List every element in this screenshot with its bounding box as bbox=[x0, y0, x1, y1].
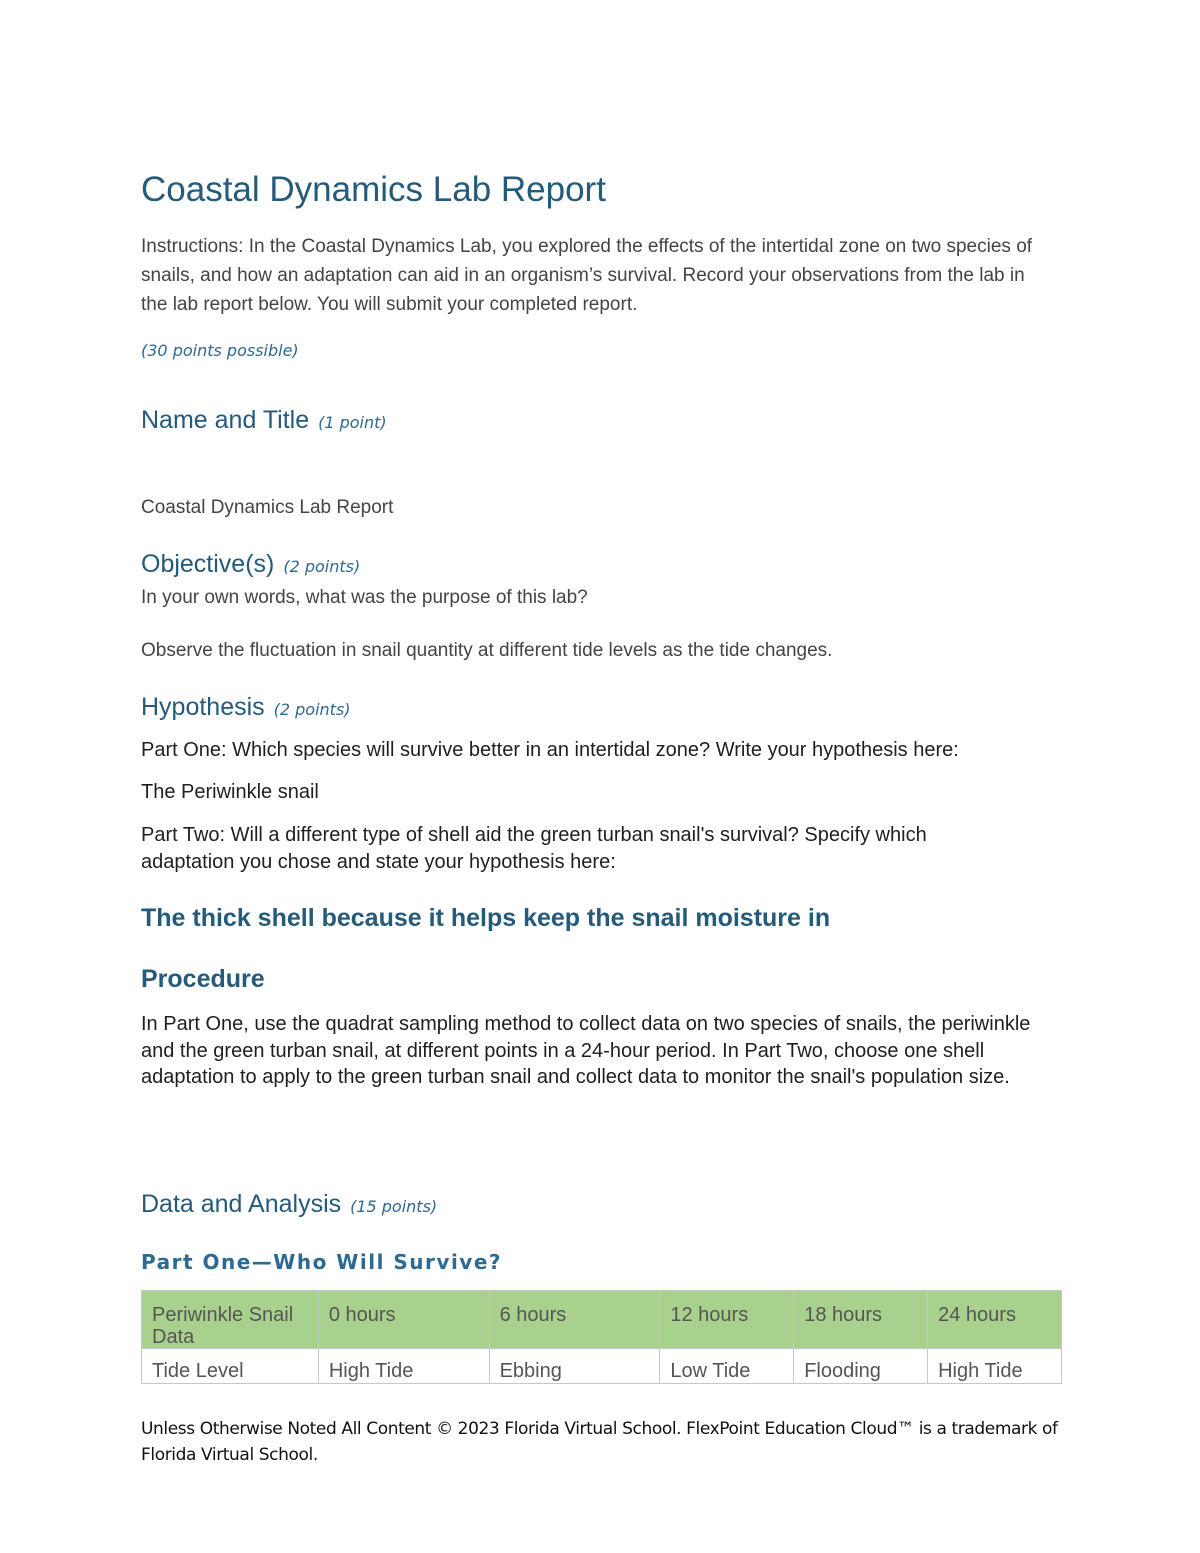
name-title-heading-label: Name and Title bbox=[141, 406, 310, 434]
table-row bbox=[142, 1349, 1062, 1384]
objective-heading-label: Objective(s) bbox=[141, 550, 275, 578]
table-header-cell: Periwinkle Snail Data bbox=[142, 1291, 319, 1349]
hypothesis-part-two-prompt: Part Two: Will a different type of shell aid the green turban snail's survival? Specify which adaptation you chose and state your hypothesis here: bbox=[141, 824, 927, 873]
table-cell[interactable]: High Tide bbox=[318, 1349, 489, 1384]
procedure-text: In Part One, use the quadrat sampling method to collect data on two species of snails, the periwinkle and the green turban snail, at different points in a 24-hour period. In Part Two, choose one shell adaptation to apply to the green turban snail and collect data to monitor the snail's population size. bbox=[141, 1013, 1031, 1088]
hypothesis-part-one-answer: The Periwinkle snail bbox=[141, 781, 319, 803]
instructions-text: Instructions: In the Coastal Dynamics Lab, you explored the effects of the intertidal zone on two species of snails, and how an adaptation can aid in an organism’s survival. Record your observations from the lab in the lab report below. You will submit your completed report. bbox=[141, 236, 1033, 315]
data-analysis-heading bbox=[141, 1190, 437, 1219]
table-header-cell: 6 hours bbox=[489, 1291, 660, 1349]
periwinkle-data-table bbox=[141, 1290, 1062, 1384]
part-one-subheading: Part One—Who Will Survive? bbox=[141, 1250, 503, 1274]
name-title-points: (1 point) bbox=[318, 413, 387, 432]
hypothesis-points: (2 points) bbox=[273, 700, 351, 719]
table-header-row bbox=[142, 1291, 1062, 1349]
table-header-cell: 0 hours bbox=[318, 1291, 489, 1349]
table-cell[interactable]: High Tide bbox=[928, 1349, 1062, 1384]
copyright-footer: Unless Otherwise Noted All Content © 2023 Florida Virtual School. FlexPoint Education Cloud™ is a trademark of Florida Virtual School. bbox=[141, 1419, 1058, 1465]
table-cell[interactable]: Ebbing bbox=[489, 1349, 660, 1384]
hypothesis-part-two-answer: The thick shell because it helps keep the snail moisture in bbox=[141, 904, 831, 932]
objective-answer: Observe the fluctuation in snail quantity at different tide levels as the tide changes. bbox=[141, 640, 833, 661]
table-cell[interactable]: Tide Level bbox=[142, 1349, 319, 1384]
table-cell[interactable]: Low Tide bbox=[660, 1349, 794, 1384]
objective-points: (2 points) bbox=[283, 557, 361, 576]
objective-prompt: In your own words, what was the purpose of this lab? bbox=[141, 587, 588, 608]
document-title: Coastal Dynamics Lab Report bbox=[141, 170, 606, 209]
table-cell[interactable]: Flooding bbox=[794, 1349, 928, 1384]
table-header-cell: 24 hours bbox=[928, 1291, 1062, 1349]
name-title-answer: Coastal Dynamics Lab Report bbox=[141, 497, 394, 518]
table-header-cell: 12 hours bbox=[660, 1291, 794, 1349]
objective-heading bbox=[141, 550, 360, 579]
hypothesis-heading bbox=[141, 693, 351, 722]
hypothesis-heading-label: Hypothesis bbox=[141, 693, 265, 721]
procedure-heading: Procedure bbox=[141, 965, 265, 993]
table-header-cell: 18 hours bbox=[794, 1291, 928, 1349]
points-possible-note: (30 points possible) bbox=[141, 341, 299, 360]
data-analysis-heading-label: Data and Analysis bbox=[141, 1190, 342, 1218]
data-analysis-points: (15 points) bbox=[350, 1197, 438, 1216]
hypothesis-part-one-prompt: Part One: Which species will survive better in an intertidal zone? Write your hypothesis here: bbox=[141, 739, 959, 761]
name-title-heading bbox=[141, 406, 387, 435]
